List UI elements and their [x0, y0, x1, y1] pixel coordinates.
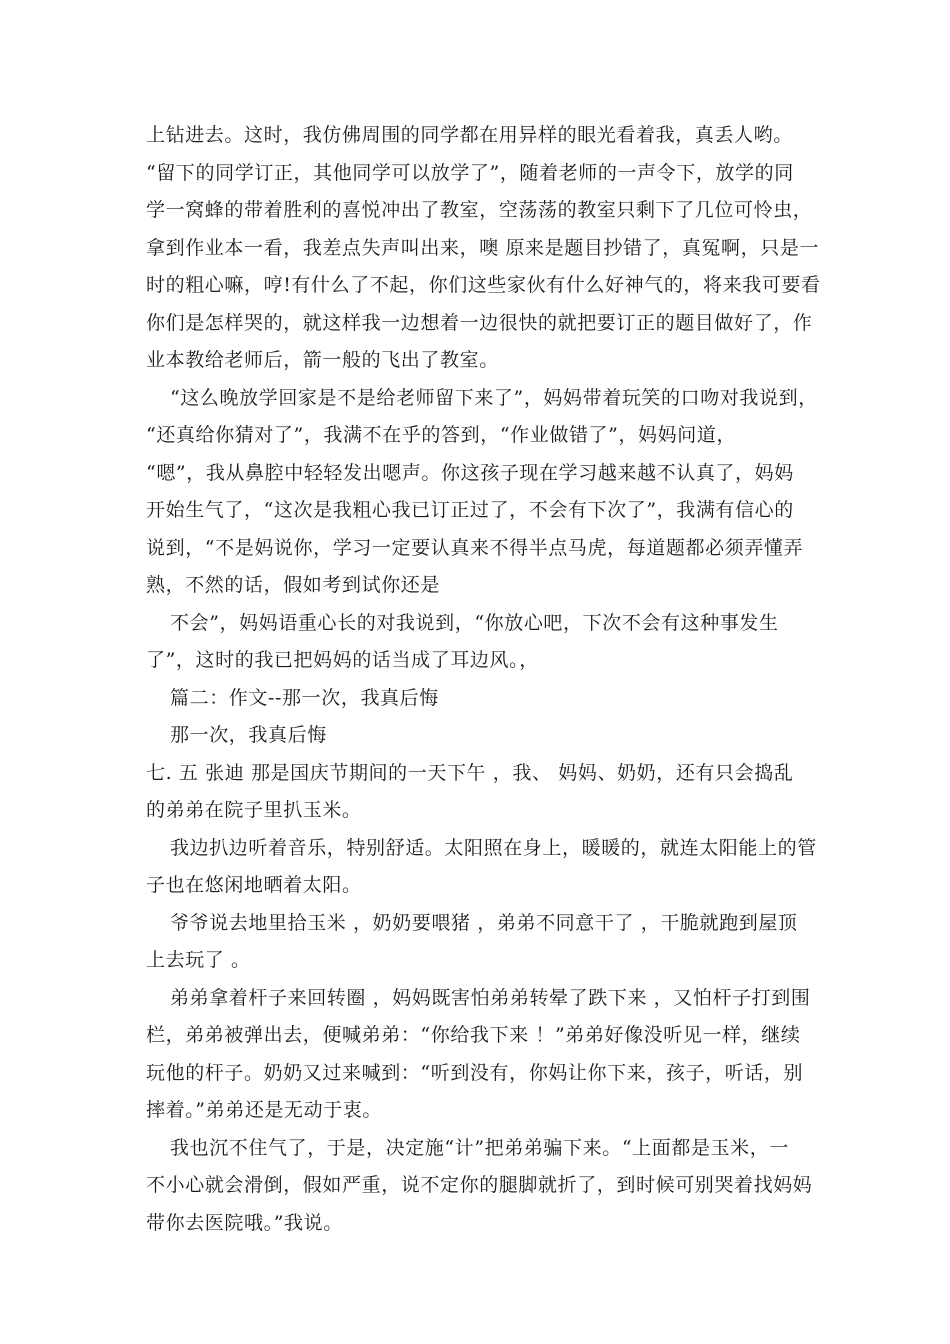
text-line: “留下的同学订正，其他同学可以放学了”，随着老师的一声令下，放学的同: [146, 162, 794, 184]
text-line: 我边扒边听着音乐，特别舒适。太阳照在身上，暖暖的，就连太阳能上的管: [170, 837, 817, 859]
text-line: 开始生气了，“这次是我粗心我已订正过了，不会有下次了”，我满有信心的: [146, 499, 794, 521]
text-line: 七. 五 张迪 那是国庆节期间的一天下午 ，我、 妈妈、奶奶，还有只会捣乱: [146, 762, 794, 784]
text-line: 上去玩了 。: [146, 949, 251, 971]
text-line: 业本教给老师后，箭一般的飞出了教室。: [146, 349, 499, 371]
section-heading: 篇二：作文--那一次，我真后悔: [170, 687, 439, 709]
text-line: 栏，弟弟被弹出去，便喊弟弟：“你给我下来 ！”弟弟好像没听见一样，继续: [146, 1024, 801, 1046]
text-line: 弟弟拿着杆子来回转圈 ，妈妈既害怕弟弟转晕了跌下来 ，又怕杆子打到围: [170, 987, 811, 1009]
essay-title: 那一次，我真后悔: [170, 724, 327, 746]
text-line: 熟，不然的话，假如考到试你还是: [146, 574, 441, 596]
text-line: 不会”，妈妈语重心长的对我说到，“你放心吧，下次不会有这种事发生: [170, 612, 779, 634]
text-line: 摔着。”弟弟还是无动于衷。: [146, 1099, 383, 1121]
text-line: “嗯”，我从鼻腔中轻轻发出嗯声。你这孩子现在学习越来越不认真了，妈妈: [146, 462, 794, 484]
text-line: 上钻进去。这时，我仿佛周围的同学都在用异样的眼光看着我，真丢人哟。: [146, 124, 793, 146]
text-line: 你们是怎样哭的，就这样我一边想着一边很快的就把要订正的题目做好了，作: [146, 312, 813, 334]
text-line: 时的粗心嘛，哼!有什么了不起，你们这些家伙有什么好神气的，将来我可要看: [146, 274, 821, 296]
text-line: 爷爷说去地里拾玉米 ，奶奶要喂猪 ，弟弟不同意干了 ，干脆就跑到屋顶: [170, 912, 798, 934]
text-line: 玩他的杆子。奶奶又过来喊到：“听到没有，你妈让你下来，孩子，听话，别: [146, 1062, 804, 1084]
text-line: 我也沉不住气了，于是，决定施“计”把弟弟骗下来。“上面都是玉米，一: [170, 1137, 789, 1159]
text-line: 不小心就会滑倒，假如严重，说不定你的腿脚就折了，到时候可别哭着找妈妈: [146, 1174, 813, 1196]
text-line: 子也在悠闲地晒着太阳。: [146, 874, 362, 896]
text-line: 了”，这时的我已把妈妈的话当成了耳边风。，: [146, 649, 539, 671]
text-line: 带你去医院哦。”我说。: [146, 1212, 343, 1234]
text-line: 的弟弟在院子里扒玉米。: [146, 799, 362, 821]
text-line: 学一窝蜂的带着胜利的喜悦冲出了教室，空荡荡的教室只剩下了几位可怜虫，: [146, 199, 813, 221]
text-line: 拿到作业本一看，我差点失声叫出来，噢 原来是题目抄错了，真冤啊，只是一: [146, 237, 820, 259]
text-line: 说到，“不是妈说你，学习一定要认真来不得半点马虎，每道题都必须弄懂弄: [146, 537, 804, 559]
text-line: “这么晚放学回家是不是给老师留下来了”，妈妈带着玩笑的口吻对我说到，: [170, 387, 818, 409]
text-line: “还真给你猜对了”，我满不在乎的答到，“作业做错了”，妈妈问道，: [146, 424, 737, 446]
